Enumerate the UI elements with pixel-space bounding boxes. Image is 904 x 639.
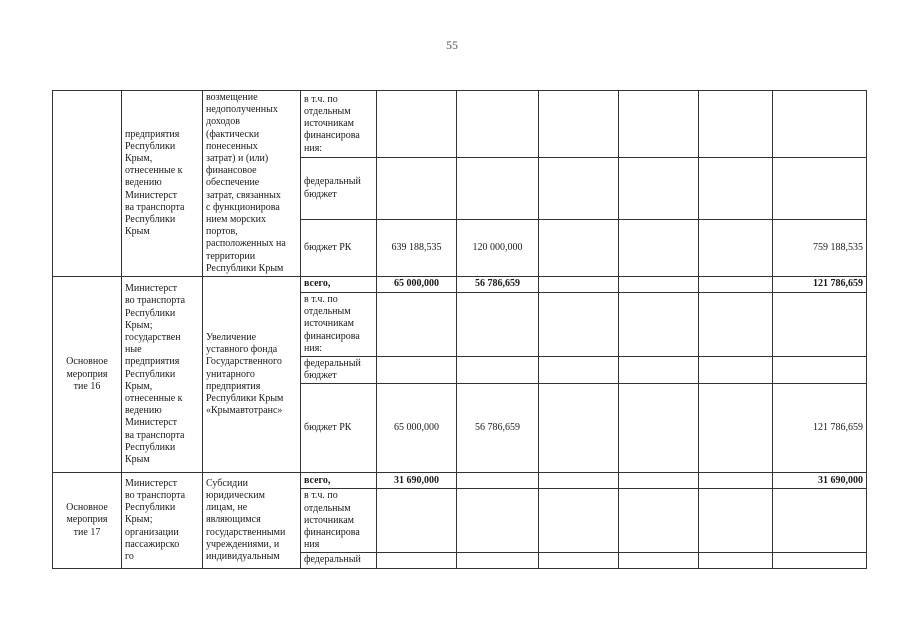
value-cell: [699, 473, 773, 489]
value-cell: [457, 91, 539, 158]
value-cell: [619, 219, 699, 276]
program-table: [52, 90, 867, 569]
value-cell: [457, 553, 539, 568]
value-cell: [699, 357, 773, 384]
value-cell: [619, 357, 699, 384]
executor-cell: предприятия Республики Крым, отнесенные к ведению Министерст ва транспорта Республики Крым: [122, 91, 203, 277]
value-cell: [699, 91, 773, 158]
value-cell: 639 188,535: [377, 219, 457, 276]
funding-source-label: в т.ч. по отдельным источникам финансирова ния: [301, 489, 377, 553]
value-cell: [699, 219, 773, 276]
value-cell: [539, 293, 619, 357]
funding-source-label: всего,: [301, 473, 377, 489]
value-cell: [619, 489, 699, 553]
table-row: [53, 277, 867, 293]
value-cell: [377, 489, 457, 553]
funding-source-label: всего,: [301, 277, 377, 293]
value-cell: [539, 553, 619, 568]
measure-cell: Основное мероприя тие 17: [53, 473, 122, 568]
value-cell: [539, 473, 619, 489]
page-number: 55: [446, 38, 458, 52]
funding-source-label: федеральный бюджет: [301, 158, 377, 219]
value-cell: 56 786,659: [457, 384, 539, 473]
value-cell: [619, 473, 699, 489]
value-cell: [377, 158, 457, 219]
total-cell: [773, 293, 867, 357]
value-cell: [619, 91, 699, 158]
executor-cell: Министерст во транспорта Республики Крым; организации пассажирско го: [122, 473, 203, 568]
value-cell: [457, 158, 539, 219]
value-cell: [539, 91, 619, 158]
value-cell: [457, 489, 539, 553]
purpose-cell: Увеличение уставного фонда Государственного унитарного предприятия Республики Крым «Крымавтотранс»: [203, 277, 301, 473]
value-cell: [539, 277, 619, 293]
value-cell: [377, 357, 457, 384]
value-cell: [457, 473, 539, 489]
value-cell: [377, 293, 457, 357]
total-cell: 121 786,659: [773, 384, 867, 473]
funding-source-label: федеральный бюджет: [301, 357, 377, 384]
value-cell: [539, 384, 619, 473]
value-cell: [699, 489, 773, 553]
total-cell: 31 690,000: [773, 473, 867, 489]
value-cell: [539, 357, 619, 384]
value-cell: 65 000,000: [377, 384, 457, 473]
funding-source-label: федеральный: [301, 553, 377, 568]
value-cell: [699, 553, 773, 568]
value-cell: [619, 553, 699, 568]
funding-source-label: бюджет РК: [301, 219, 377, 276]
value-cell: 120 000,000: [457, 219, 539, 276]
value-cell: [539, 489, 619, 553]
value-cell: [619, 384, 699, 473]
value-cell: [699, 384, 773, 473]
value-cell: [457, 357, 539, 384]
funding-source-label: в т.ч. по отдельным источникам финансирова ния:: [301, 91, 377, 158]
value-cell: 56 786,659: [457, 277, 539, 293]
funding-source-label: в т.ч. по отдельным источникам финансирова ния:: [301, 293, 377, 357]
total-cell: 759 188,535: [773, 219, 867, 276]
table-row: [53, 473, 867, 489]
executor-cell: Министерст во транспорта Республики Крым; государствен ные предприятия Республики Крым, отнесенные к ведению Министерст ва транспорта Республики Крым: [122, 277, 203, 473]
value-cell: [619, 293, 699, 357]
total-cell: [773, 357, 867, 384]
purpose-cell: Субсидии юридическим лицам, не являющимся государственными учреждениями, и индивидуальным: [203, 473, 301, 568]
total-cell: [773, 91, 867, 158]
value-cell: [539, 158, 619, 219]
value-cell: 65 000,000: [377, 277, 457, 293]
purpose-cell: возмещение недополученных доходов (фактически понесенных затрат) и (или) финансовое обеспечение затрат, связанных с функционирова нием морских портов, расположенных на территории Республики Крым: [203, 91, 301, 277]
value-cell: [699, 277, 773, 293]
value-cell: [619, 277, 699, 293]
total-cell: 121 786,659: [773, 277, 867, 293]
value-cell: [619, 158, 699, 219]
value-cell: [539, 219, 619, 276]
table-row: [53, 91, 867, 158]
value-cell: 31 690,000: [377, 473, 457, 489]
value-cell: [699, 293, 773, 357]
funding-source-label: бюджет РК: [301, 384, 377, 473]
value-cell: [377, 91, 457, 158]
value-cell: [457, 293, 539, 357]
value-cell: [377, 553, 457, 568]
value-cell: [699, 158, 773, 219]
total-cell: [773, 489, 867, 553]
measure-cell: [53, 91, 122, 277]
measure-cell: Основное мероприя тие 16: [53, 277, 122, 473]
total-cell: [773, 158, 867, 219]
total-cell: [773, 553, 867, 568]
